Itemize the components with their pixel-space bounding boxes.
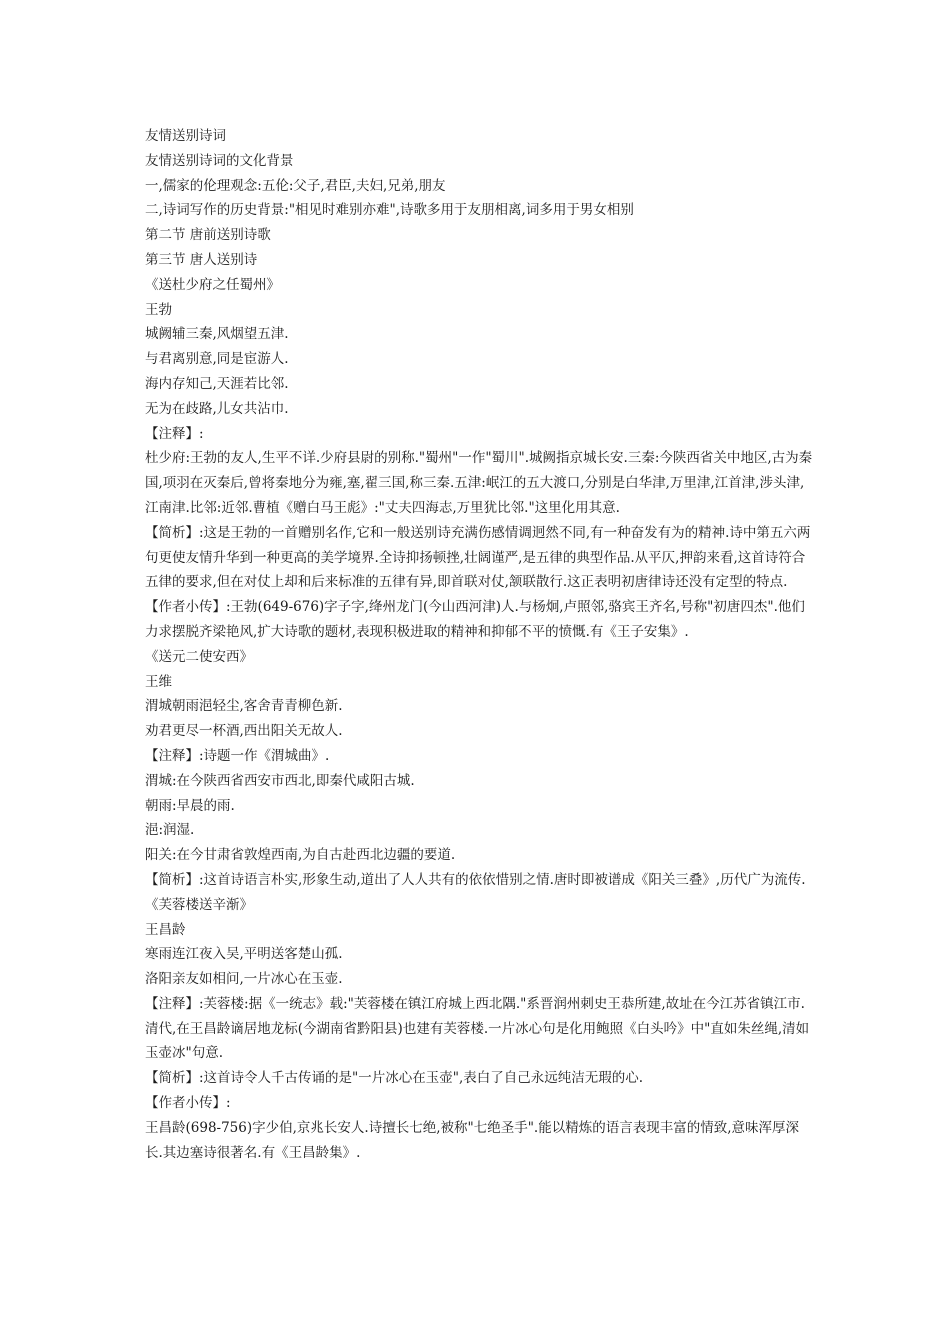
analysis-text: 【简析】:这是王勃的一首赠别名作,它和一般送别诗充满伤感情调迥然不同,有一种奋发有为的精神.诗中第五六两句更使友情升华到一种更高的美学境界.全诗抑扬顿挫,壮阔谨严,是五律的典型作品.从平仄,押韵来看,这首诗符合五律的要求,但在对仗上却和后来标准的五律有异,即首联对仗,颔联散行.这正表明初唐律诗还没有定型的特点. [145, 524, 811, 591]
analysis-text: 【简析】:这首诗令人千古传诵的是"一片冰心在玉壶",表白了自己永远纯洁无瑕的心. [145, 1070, 644, 1087]
poem-line: 与君离别意,同是宦游人. [145, 351, 289, 368]
poem-line: 劝君更尽一杯酒,西出阳关无故人. [145, 723, 343, 740]
annotation-text: 朝雨:早晨的雨. [145, 797, 235, 814]
author-bio: 王昌龄(698-756)字少伯,京兆长安人.诗擅长七绝,被称"七绝圣手".能以精炼的语言表现丰富的情致,意味浑厚深长.其边塞诗很著名.有《王昌龄集》. [145, 1119, 800, 1161]
poem-line: 渭城朝雨浥轻尘,客舍青青柳色新. [145, 698, 343, 715]
annotation-text: 【注释】:诗题一作《渭城曲》. [145, 747, 330, 764]
poem-title: 《送杜少府之任蜀州》 [145, 276, 280, 293]
annotation-text: 【注释】:芙蓉楼:据《一统志》载:"芙蓉楼在镇江府城上西北隅."系晋润州刺史王恭所建,故址在今江苏省镇江市.清代,在王昌龄谪居地龙标(今湖南省黔阳县)也建有芙蓉楼.一片冰心句是化用鲍照《白头吟》中"直如朱丝绳,清如玉壶冰"句意. [145, 995, 810, 1062]
document-body [145, 124, 813, 1165]
text-line: 二,诗词写作的历史背景:"相见时难别亦难",诗歌多用于友朋相离,词多用于男女相别 [145, 202, 634, 219]
section-heading: 第二节 唐前送别诗歌 [145, 227, 271, 244]
poem-author: 王勃 [145, 301, 172, 318]
doc-subtitle: 友情送别诗词的文化背景 [145, 152, 294, 169]
annotation-text: 杜少府:王勃的友人,生平不详.少府县尉的别称."蜀州"一作"蜀川".城阙指京城长安.三秦:今陕西省关中地区,古为秦国,项羽在灭秦后,曾将秦地分为雍,塞,翟三国,称三秦.五津:岷江的五大渡口,分别是白华津,万里津,江首津,涉头津,江南津.比邻:近邻.曹植《赠白马王彪》:"丈夫四海志,万里犹比邻."这里化用其意. [145, 450, 813, 516]
annotation-text: 阳关:在今甘肃省敦煌西南,为自古赴西北边疆的要道. [145, 847, 456, 864]
section-heading: 第三节 唐人送别诗 [145, 251, 258, 268]
text-line: 一,儒家的伦理观念:五伦:父子,君臣,夫妇,兄弟,朋友 [145, 177, 446, 194]
author-bio: 【作者小传】:王勃(649-676)字子字,绛州龙门(今山西河津)人.与杨炯,卢照邻,骆宾王齐名,号称"初唐四杰".他们力求摆脱齐梁艳风,扩大诗歌的题材,表现积极进取的精神和抑郁不平的愤慨.有《王子安集》. [145, 599, 805, 640]
analysis-text: 【简析】:这首诗语言朴实,形象生动,道出了人人共有的依依惜别之情.唐时即被谱成《阳关三叠》,历代广为流传. [145, 871, 806, 888]
poem-line: 寒雨连江夜入吴,平明送客楚山孤. [145, 946, 343, 963]
annotation-text: 渭城:在今陕西省西安市西北,即秦代咸阳古城. [145, 772, 415, 789]
annotation-heading: 【注释】: [145, 425, 204, 442]
doc-title: 友情送别诗词 [145, 128, 226, 144]
poem-author: 王昌龄 [145, 921, 186, 938]
annotation-text: 浥:润湿. [145, 822, 195, 839]
author-bio-heading: 【作者小传】: [145, 1095, 231, 1112]
poem-title: 《芙蓉楼送辛渐》 [145, 896, 253, 913]
poem-line: 无为在歧路,儿女共沾巾. [145, 400, 289, 417]
poem-line: 海内存知己,天涯若比邻. [145, 375, 289, 392]
poem-line: 洛阳亲友如相问,一片冰心在玉壶. [145, 971, 343, 988]
poem-line: 城阙辅三秦,风烟望五津. [145, 326, 289, 343]
poem-author: 王维 [145, 673, 172, 690]
poem-title: 《送元二使安西》 [145, 648, 253, 665]
